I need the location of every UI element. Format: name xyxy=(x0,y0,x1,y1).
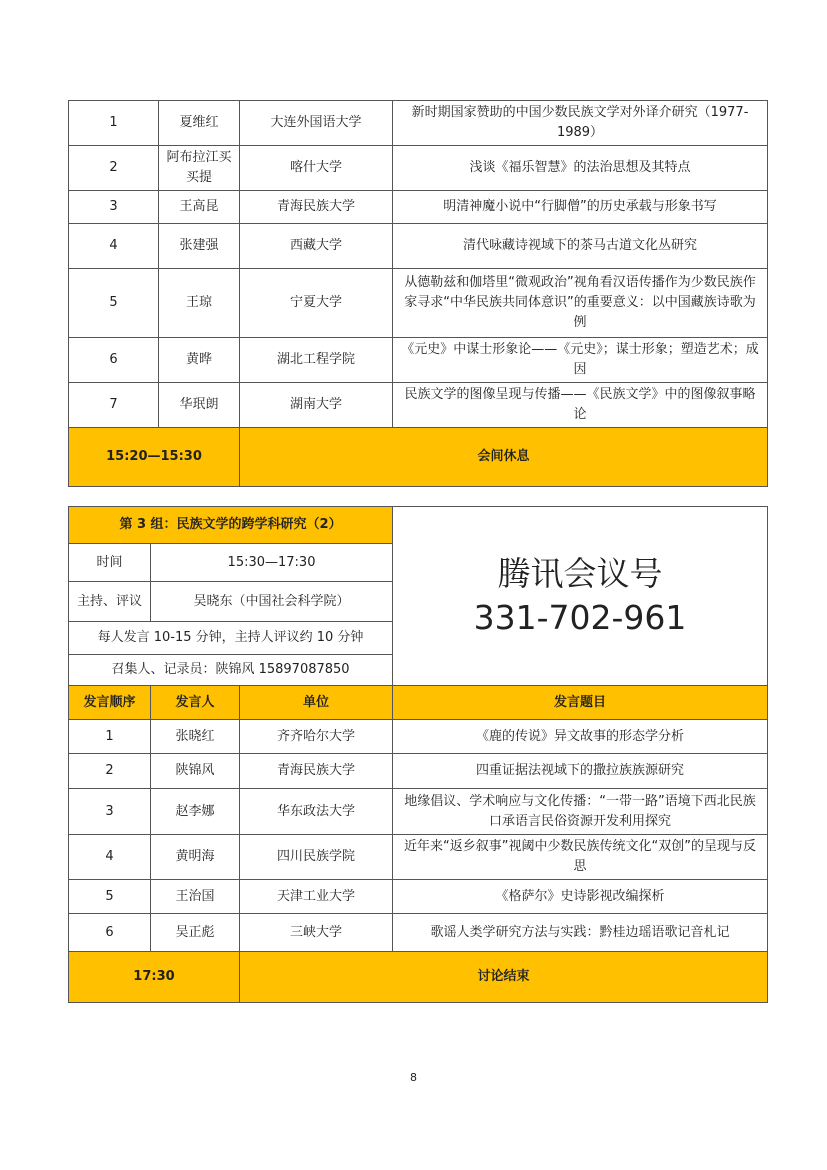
table-row xyxy=(69,789,768,835)
speaker-cell: 阿布拉江买买提 xyxy=(159,146,240,191)
session-table-2 xyxy=(68,506,768,1003)
table-row xyxy=(69,101,768,146)
meeting-label: 腾讯会议号 xyxy=(497,554,663,593)
speaker-cell: 王治国 xyxy=(151,880,240,914)
topic-cell: 明清神魔小说中“行脚僧”的历史承载与形象书写 xyxy=(393,191,768,224)
order-cell: 6 xyxy=(69,914,151,952)
header-row xyxy=(69,686,768,720)
topic-cell: 从德勒兹和伽塔里“微观政治”视角看汉语传播作为少数民族作家寻求“中华民族共同体意识”的重要意义：以中国藏族诗歌为例 xyxy=(393,269,768,338)
speaker-cell: 陕锦风 xyxy=(151,754,240,789)
header-speaker: 发言人 xyxy=(151,686,240,720)
unit-cell: 西藏大学 xyxy=(240,224,393,269)
table-row xyxy=(69,835,768,880)
table-row xyxy=(69,146,768,191)
header-topic: 发言题目 xyxy=(393,686,768,720)
meeting-number: 331-702-961 xyxy=(473,598,687,637)
order-cell: 3 xyxy=(69,191,159,224)
table-row xyxy=(69,224,768,269)
convener: 召集人、记录员：陕锦风 15897087850 xyxy=(69,655,393,686)
order-cell: 5 xyxy=(69,269,159,338)
topic-cell: 《鹿的传说》异文故事的形态学分析 xyxy=(393,720,768,754)
unit-cell: 三峡大学 xyxy=(240,914,393,952)
host-value: 吴晓东（中国社会科学院） xyxy=(151,582,393,622)
table-row xyxy=(69,338,768,383)
unit-cell: 宁夏大学 xyxy=(240,269,393,338)
speaker-cell: 夏维红 xyxy=(159,101,240,146)
order-cell: 1 xyxy=(69,720,151,754)
order-cell: 2 xyxy=(69,146,159,191)
order-cell: 2 xyxy=(69,754,151,789)
table-row xyxy=(69,191,768,224)
speaker-cell: 王高昆 xyxy=(159,191,240,224)
speaker-cell: 华珉朗 xyxy=(159,383,240,428)
time-value: 15:30—17:30 xyxy=(151,544,393,582)
topic-cell: 民族文学的图像呈现与传播——《民族文学》中的图像叙事略论 xyxy=(393,383,768,428)
session-table-1 xyxy=(68,100,768,487)
group-title-row xyxy=(69,507,768,544)
unit-cell: 青海民族大学 xyxy=(240,191,393,224)
order-cell: 7 xyxy=(69,383,159,428)
order-cell: 4 xyxy=(69,224,159,269)
unit-cell: 天津工业大学 xyxy=(240,880,393,914)
unit-cell: 四川民族学院 xyxy=(240,835,393,880)
speaker-cell: 张建强 xyxy=(159,224,240,269)
table-row xyxy=(69,720,768,754)
order-cell: 4 xyxy=(69,835,151,880)
order-cell: 5 xyxy=(69,880,151,914)
speaker-cell: 黄明海 xyxy=(151,835,240,880)
unit-cell: 华东政法大学 xyxy=(240,789,393,835)
unit-cell: 青海民族大学 xyxy=(240,754,393,789)
table-row xyxy=(69,269,768,338)
break-label: 会间休息 xyxy=(240,428,768,487)
speaker-cell: 吴正彪 xyxy=(151,914,240,952)
order-cell: 6 xyxy=(69,338,159,383)
end-time: 17:30 xyxy=(69,952,240,1003)
break-time: 15:20—15:30 xyxy=(69,428,240,487)
order-cell: 3 xyxy=(69,789,151,835)
header-order: 发言顺序 xyxy=(69,686,151,720)
topic-cell: 歌谣人类学研究方法与实践：黔桂边瑶语歌记音札记 xyxy=(393,914,768,952)
header-unit: 单位 xyxy=(240,686,393,720)
table-row xyxy=(69,914,768,952)
unit-cell: 湖南大学 xyxy=(240,383,393,428)
speaker-cell: 黄晔 xyxy=(159,338,240,383)
topic-cell: 清代咏藏诗视域下的茶马古道文化丛研究 xyxy=(393,224,768,269)
table-row xyxy=(69,880,768,914)
unit-cell: 湖北工程学院 xyxy=(240,338,393,383)
speaker-cell: 赵李娜 xyxy=(151,789,240,835)
order-cell: 1 xyxy=(69,101,159,146)
topic-cell: 新时期国家赞助的中国少数民族文学对外译介研究（1977-1989） xyxy=(393,101,768,146)
unit-cell: 齐齐哈尔大学 xyxy=(240,720,393,754)
unit-cell: 喀什大学 xyxy=(240,146,393,191)
host-label: 主持、评议 xyxy=(69,582,151,622)
table-row xyxy=(69,754,768,789)
speaking-rule: 每人发言 10-15 分钟，主持人评议约 10 分钟 xyxy=(69,622,393,655)
topic-cell: 《格萨尔》史诗影视改编探析 xyxy=(393,880,768,914)
end-row xyxy=(69,952,768,1003)
speaker-cell: 张晓红 xyxy=(151,720,240,754)
end-label: 讨论结束 xyxy=(240,952,768,1003)
group-title: 第 3 组：民族文学的跨学科研究（2） xyxy=(69,507,393,544)
topic-cell: 《元史》中谋士形象论——《元史》；谋士形象；塑造艺术；成因 xyxy=(393,338,768,383)
topic-cell: 地缘倡议、学术响应与文化传播：“一带一路”语境下西北民族口承语言民俗资源开发利用探究 xyxy=(393,789,768,835)
break-row xyxy=(69,428,768,487)
time-label: 时间 xyxy=(69,544,151,582)
topic-cell: 四重证据法视域下的撒拉族族源研究 xyxy=(393,754,768,789)
page-number: 8 xyxy=(410,1071,417,1084)
topic-cell: 近年来“返乡叙事”视阈中少数民族传统文化“双创”的呈现与反思 xyxy=(393,835,768,880)
unit-cell: 大连外国语大学 xyxy=(240,101,393,146)
meeting-info xyxy=(393,507,768,686)
topic-cell: 浅谈《福乐智慧》的法治思想及其特点 xyxy=(393,146,768,191)
table-row xyxy=(69,383,768,428)
speaker-cell: 王琼 xyxy=(159,269,240,338)
